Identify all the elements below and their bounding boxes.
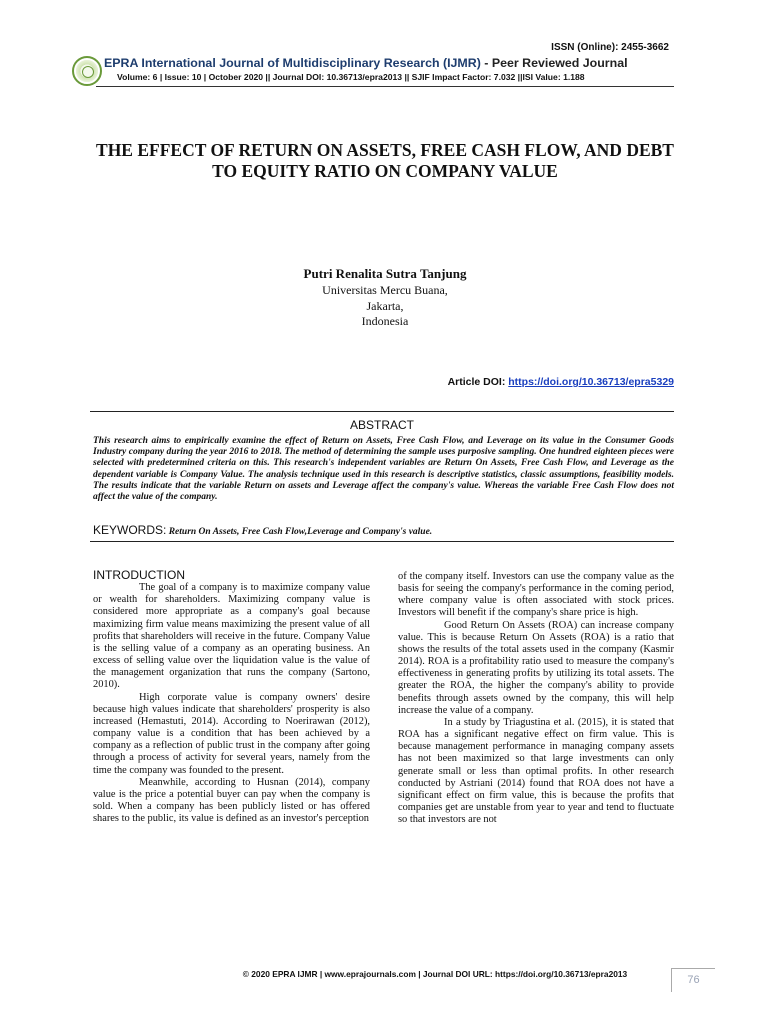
journal-logo-icon	[72, 56, 102, 86]
article-title: THE EFFECT OF RETURN ON ASSETS, FREE CASH FLOW, AND DEBT TO EQUITY RATIO ON COMPANY VALUE	[96, 140, 674, 181]
body-column-left	[93, 569, 370, 825]
keywords-line	[93, 523, 674, 537]
abstract-bottom-rule	[90, 541, 674, 542]
footer-text: © 2020 EPRA IJMR | www.eprajournals.com | Journal DOI URL: https://doi.org/10.36713/epra2013	[242, 969, 628, 979]
body-paragraph: High corporate value is company owners' desire because high values indicate that shareholders' prosperity is also increased (Hemastuti, 2014). According to Noerirawan (2012), company value is a condition that has been achieved by a company as a reflection of public trust in the company after going through a process of activity for several years, namely from the time the company was founded to the present.	[93, 691, 370, 776]
doi-link[interactable]: https://doi.org/10.36713/epra5329	[508, 376, 674, 388]
body-paragraph: Meanwhile, according to Husnan (2014), company value is the price a potential buyer can pay when the company is sold. When a company has been publicly listed or has offered shares to the public, its value is defined as an investor's perception	[93, 776, 370, 825]
section-heading-introduction: INTRODUCTION	[93, 568, 185, 582]
peer-reviewed-label: - Peer Reviewed Journal	[480, 56, 628, 70]
article-doi	[300, 376, 674, 388]
issn-line: ISSN (Online): 2455-3662	[551, 42, 669, 53]
body-paragraph: Good Return On Assets (ROA) can increase company value. This is because Return On Assets (ROA) is a ratio that shows the results of the total assets used in the company (Kasmir 2014). ROA is a profitability ratio used to measure the company's effectiveness in generating profits by utilizing its total assets. The greater the ROA, the higher the company's ability to provide benefits through assets owned by the company, this will help increase the value of a company.	[398, 619, 674, 716]
affiliation-line: Universitas Mercu Buana,	[322, 283, 448, 297]
abstract-text: This research aims to empirically examine the effect of Return on Assets, Free Cash Flow, and Leverage on its value in the Consumer Goods Industry company during the year 2016 to 2018. The method of determining the sample uses purposive sampling. One hundred eighteen pieces were selected with predetermined criteria on this. This research's independent variables are Return On Assets, Free Cash Flow, and Leverage as the dependent variable is Company Value. The analysis technique used in this research is descriptive statistics, classic assumptions, feasibility models. The results indicate that the variable Return on assets and Leverage affect the company's value. Whereas the variable Free Cash Flow does not affect the value of the company.	[93, 436, 674, 503]
body-column-right	[398, 571, 674, 826]
journal-name-text: EPRA International Journal of Multidisciplinary Research (IJMR)	[104, 56, 481, 70]
body-paragraph: The goal of a company is to maximize company value or wealth for shareholders. Maximizing company value is considered more appropriate as a company's goal because maximizing firm value means maximizing the present value of all profits that shareholders will receive in the future. Company Value is the selling value of a company as an operating business. An excess of selling value over the liquidation value is the value of the management organization that runs the company (Sartono, 2010).	[93, 582, 370, 691]
abstract-top-rule	[90, 411, 674, 412]
doi-label: Article DOI:	[447, 376, 509, 388]
body-paragraph: In a study by Triagustina et al. (2015), it is stated that ROA has a significant negative effect on firm value. This is because management performance in managing company assets has not been maximized so that large investments can only generate small or less than optimal profits. In other research conducted by Astriani (2014) found that ROA does not have a significant effect on firm value, this is because the profits that companies get are unstable from year to year and tend to fluctuate so that investors are not	[398, 716, 674, 826]
journal-meta: Volume: 6 | Issue: 10 | October 2020 || Journal DOI: 10.36713/epra2013 || SJIF Impact Factor: 7.032 ||ISI Value: 1.188	[117, 72, 585, 82]
body-paragraph: of the company itself. Investors can use the company value as the basis for seeing the company's performance in the coming period, where company value is often associated with stock prices. Investors will benefit if the company's share price is high.	[398, 571, 674, 619]
header-rule	[96, 86, 674, 87]
affiliation-line: Jakarta,	[366, 298, 404, 313]
affiliation-line: Indonesia	[361, 314, 409, 328]
journal-name	[104, 56, 674, 70]
page-number: 76	[671, 968, 715, 992]
keywords-label: KEYWORDS:	[93, 523, 167, 537]
author-name: Putri Renalita Sutra Tanjung	[303, 266, 467, 281]
keywords-value: Return On Assets, Free Cash Flow,Leverage and Company's value.	[166, 527, 433, 537]
author-affiliation	[200, 283, 570, 330]
abstract-heading: ABSTRACT	[349, 418, 414, 432]
